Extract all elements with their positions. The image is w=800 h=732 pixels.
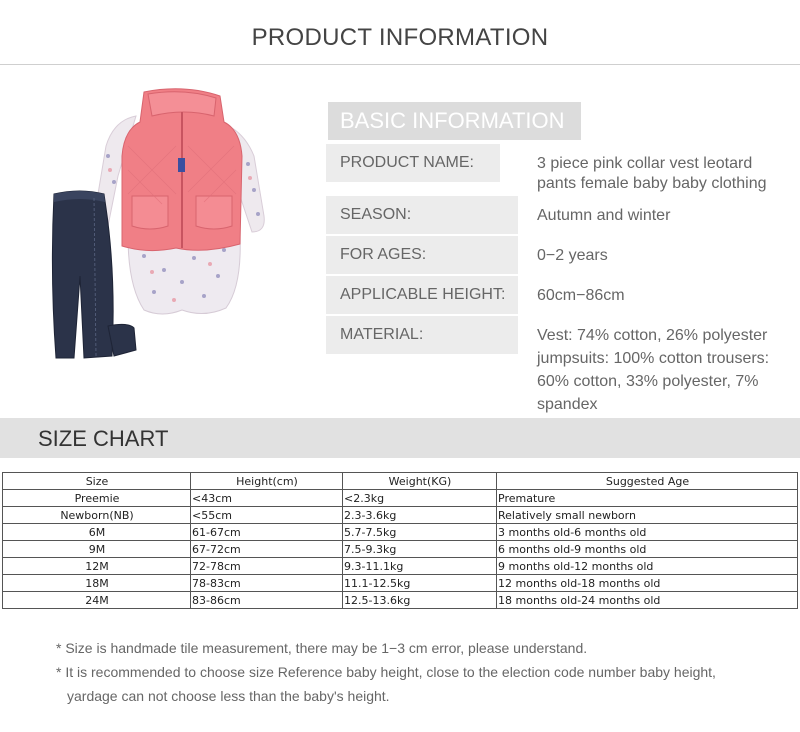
header-size: Size	[3, 473, 191, 490]
cell-size: 6M	[3, 524, 191, 541]
product-name-value-line2: pants female baby baby clothing	[537, 175, 767, 192]
cell-height: 67-72cm	[191, 541, 343, 558]
table-header-row	[3, 473, 798, 490]
cell-weight: 7.5-9.3kg	[343, 541, 497, 558]
product-image	[44, 86, 276, 370]
table-row	[3, 524, 798, 541]
material-line-2: jumpsuits: 100% cotton trousers:	[537, 350, 770, 367]
cell-weight: 11.1-12.5kg	[343, 575, 497, 592]
cell-age: 3 months old-6 months old	[497, 524, 798, 541]
cell-height: <43cm	[191, 490, 343, 507]
for-ages-value: 0−2 years	[537, 247, 608, 264]
cell-weight: 9.3-11.1kg	[343, 558, 497, 575]
basic-information-header: BASIC INFORMATION	[328, 102, 581, 140]
note-size-recommendation-line1: * It is recommended to choose size Reference baby height, close to the election code number baby height,	[56, 664, 716, 680]
cell-age: 9 months old-12 months old	[497, 558, 798, 575]
cell-weight: <2.3kg	[343, 490, 497, 507]
cell-weight: 5.7-7.5kg	[343, 524, 497, 541]
cell-weight: 12.5-13.6kg	[343, 592, 497, 609]
note-measurement-error: * Size is handmade tile measurement, there may be 1−3 cm error, please understand.	[56, 640, 588, 656]
material-line-3: 60% cotton, 33% polyester, 7%	[537, 373, 759, 390]
cell-height: 61-67cm	[191, 524, 343, 541]
season-value: Autumn and winter	[537, 207, 671, 224]
product-name-label: PRODUCT NAME:	[326, 144, 500, 182]
cell-size: 24M	[3, 592, 191, 609]
cell-weight: 2.3-3.6kg	[343, 507, 497, 524]
size-chart-title: SIZE CHART	[38, 426, 169, 451]
material-line-1: Vest: 74% cotton, 26% polyester	[537, 327, 768, 344]
table-row	[3, 558, 798, 575]
table-row	[3, 575, 798, 592]
pink-vest	[122, 89, 242, 251]
applicable-height-label: APPLICABLE HEIGHT:	[326, 276, 518, 314]
material-line-4: spandex	[537, 396, 598, 413]
cell-size: Preemie	[3, 490, 191, 507]
table-row	[3, 592, 798, 609]
cell-age: Premature	[497, 490, 798, 507]
cell-age: 12 months old-18 months old	[497, 575, 798, 592]
applicable-height-value: 60cm−86cm	[537, 287, 625, 304]
for-ages-label: FOR AGES:	[326, 236, 518, 274]
cell-size: Newborn(NB)	[3, 507, 191, 524]
cell-size: 18M	[3, 575, 191, 592]
note-size-recommendation-line2: yardage can not choose less than the baby's height.	[67, 688, 390, 704]
table-row	[3, 507, 798, 524]
page-title: PRODUCT INFORMATION	[251, 24, 549, 51]
header-weight: Weight(KG)	[343, 473, 497, 490]
material-label: MATERIAL:	[326, 316, 518, 354]
cell-size: 9M	[3, 541, 191, 558]
title-divider	[0, 64, 800, 65]
cell-height: 72-78cm	[191, 558, 343, 575]
cell-age: 18 months old-24 months old	[497, 592, 798, 609]
table-row	[3, 541, 798, 558]
season-label: SEASON:	[326, 196, 518, 234]
table-row	[3, 490, 798, 507]
cell-height: <55cm	[191, 507, 343, 524]
cell-age: Relatively small newborn	[497, 507, 798, 524]
product-name-value-line1: 3 piece pink collar vest leotard	[537, 155, 753, 172]
header-suggested-age: Suggested Age	[497, 473, 798, 490]
size-chart-table	[2, 472, 798, 609]
cell-height: 83-86cm	[191, 592, 343, 609]
header-height: Height(cm)	[191, 473, 343, 490]
cell-age: 6 months old-9 months old	[497, 541, 798, 558]
cell-size: 12M	[3, 558, 191, 575]
cell-height: 78-83cm	[191, 575, 343, 592]
